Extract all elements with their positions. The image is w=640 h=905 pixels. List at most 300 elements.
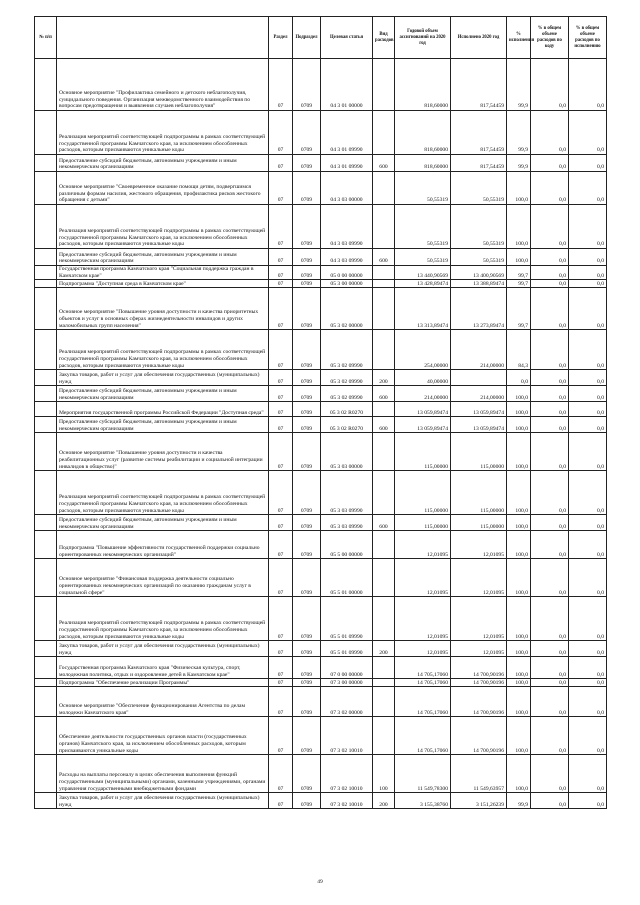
cell-percent: 100,0: [507, 597, 531, 641]
cell-percent: 100,0: [507, 559, 531, 597]
cell-section: 07: [269, 370, 293, 386]
cell-share-execution: 0,0: [569, 515, 607, 531]
budget-table: [34, 16, 607, 809]
cell-name: Основное мероприятие "Повышение уровня доступности и качества приоритетных объектов и услуг в основных сферах жизнедеятельности инвалидов и других маломобильных групп населения": [57, 288, 269, 330]
cell-share-execution: 0,0: [569, 280, 607, 288]
cell-share-execution: 0,0: [569, 330, 607, 370]
cell-target: 04 3 01 00000: [321, 59, 373, 111]
cell-subsection: 0709: [293, 386, 321, 402]
cell-percent: 100,0: [507, 679, 531, 687]
header-target: Целевая статья: [321, 17, 373, 59]
cell-target: 05 3 02 R0270: [321, 417, 373, 433]
cell-percent: 100,0: [507, 402, 531, 417]
cell-share-total: 0,0: [531, 155, 569, 172]
table-row: [35, 559, 607, 597]
cell-share-total: 0,0: [531, 330, 569, 370]
cell-share-total: 0,0: [531, 370, 569, 386]
cell-target: 04 3 03 09990: [321, 205, 373, 249]
cell-percent: 100,0: [507, 172, 531, 205]
cell-done: 14 700,90196: [451, 687, 507, 717]
cell-subsection: 0709: [293, 205, 321, 249]
cell-percent: 100,0: [507, 755, 531, 793]
cell-target: 05 5 01 09990: [321, 641, 373, 657]
header-name: [57, 17, 269, 59]
cell-plan: 254,00000: [395, 330, 451, 370]
cell-share-total: 0,0: [531, 531, 569, 559]
cell-name: Реализация мероприятий соответствующей подпрограммы в рамках соответствующей государственной программы Камчатского края, за исключением обособленных расходов, которым присваиваются уникальные коды: [57, 330, 269, 370]
cell-done: 13 400,90569: [451, 266, 507, 280]
table-row: [35, 679, 607, 687]
table-row: [35, 249, 607, 266]
cell-percent: 100,0: [507, 249, 531, 266]
cell-name: Реализация мероприятий соответствующей подпрограммы в рамках соответствующей государственной программы Камчатского края, за исключением обособленных расходов, которым присваиваются уникальные коды: [57, 471, 269, 515]
cell-name: Обеспечение деятельности государственных органов власти (государственных органов) Камчатского края, за исключением обособленных расходов, которым присваиваются уникальные коды: [57, 717, 269, 755]
cell-subsection: 0709: [293, 172, 321, 205]
cell-share-total: 0,0: [531, 657, 569, 679]
cell-share-total: 0,0: [531, 417, 569, 433]
cell-section: 07: [269, 330, 293, 370]
cell-num: [35, 531, 57, 559]
cell-section: 07: [269, 793, 293, 809]
page-number: 49: [317, 879, 323, 885]
cell-name: Закупка товаров, работ и услуг для обеспечения государственных (муниципальных) нужд: [57, 641, 269, 657]
cell-done: [451, 370, 507, 386]
cell-share-total: 0,0: [531, 717, 569, 755]
cell-share-execution: 0,0: [569, 793, 607, 809]
table-row: [35, 641, 607, 657]
cell-expense-type: 600: [373, 515, 395, 531]
cell-num: [35, 280, 57, 288]
cell-share-execution: 0,0: [569, 386, 607, 402]
cell-share-total: 0,0: [531, 172, 569, 205]
cell-name: Основное мероприятие "Повышение уровня доступности и качества реабилитационных услуг (развитие системы реабилитации и социальной интеграции инвалидов в общество)": [57, 433, 269, 471]
cell-name: Государственная программа Камчатского края "Социальная поддержка граждан в Камчатском крае": [57, 266, 269, 280]
cell-done: 14 700,90196: [451, 679, 507, 687]
cell-num: [35, 59, 57, 111]
cell-expense-type: [373, 687, 395, 717]
header-percent: % исполнения: [507, 17, 531, 59]
cell-expense-type: 600: [373, 155, 395, 172]
table-row: [35, 172, 607, 205]
cell-section: 07: [269, 386, 293, 402]
cell-expense-type: [373, 205, 395, 249]
cell-percent: 99,9: [507, 59, 531, 111]
header-expense-type: Вид расходов: [373, 17, 395, 59]
cell-share-total: 0,0: [531, 793, 569, 809]
table-row: [35, 155, 607, 172]
cell-percent: 99,9: [507, 793, 531, 809]
cell-num: [35, 717, 57, 755]
cell-plan: 50,55319: [395, 172, 451, 205]
cell-num: [35, 330, 57, 370]
cell-target: 04 3 01 09990: [321, 111, 373, 155]
table-row: [35, 205, 607, 249]
cell-target: 07 3 02 10010: [321, 717, 373, 755]
cell-section: 07: [269, 471, 293, 515]
cell-share-total: 0,0: [531, 288, 569, 330]
cell-section: 07: [269, 597, 293, 641]
cell-target: 07 3 02 10010: [321, 755, 373, 793]
cell-expense-type: [373, 679, 395, 687]
cell-share-execution: 0,0: [569, 657, 607, 679]
cell-share-total: 0,0: [531, 386, 569, 402]
cell-plan: 14 705,17060: [395, 687, 451, 717]
cell-done: 214,00000: [451, 386, 507, 402]
cell-num: [35, 641, 57, 657]
cell-name: Предоставление субсидий бюджетным, автономным учреждениям и иным некоммерческим организациям: [57, 515, 269, 531]
cell-subsection: 0709: [293, 59, 321, 111]
header-done: Исполнено 2020 год: [451, 17, 507, 59]
cell-done: 115,00000: [451, 433, 507, 471]
cell-expense-type: [373, 402, 395, 417]
cell-share-execution: 0,0: [569, 172, 607, 205]
cell-target: 07 3 02 00000: [321, 687, 373, 717]
cell-share-execution: 0,0: [569, 370, 607, 386]
cell-done: 817,54459: [451, 59, 507, 111]
table-row: [35, 793, 607, 809]
cell-percent: 100,0: [507, 641, 531, 657]
cell-num: [35, 433, 57, 471]
cell-plan: 14 705,17060: [395, 679, 451, 687]
cell-num: [35, 402, 57, 417]
cell-plan: 14 705,17060: [395, 657, 451, 679]
cell-num: [35, 679, 57, 687]
cell-section: 07: [269, 155, 293, 172]
cell-done: 12,01095: [451, 597, 507, 641]
cell-percent: 100,0: [507, 205, 531, 249]
cell-num: [35, 515, 57, 531]
cell-name: Подпрограмма "Повышение эффективности государственной поддержки социально ориентированных некоммерческих организаций": [57, 531, 269, 559]
cell-subsection: 0709: [293, 657, 321, 679]
cell-subsection: 0709: [293, 717, 321, 755]
cell-plan: 12,01095: [395, 597, 451, 641]
cell-name: Основное мероприятие "Профилактика семейного и детского неблагополучия, суицидального поведения. Организация межведомственного взаимодействия по вопросам предотвращения и выявления случаев неблагополучия": [57, 59, 269, 111]
cell-expense-type: [373, 280, 395, 288]
cell-subsection: 0709: [293, 679, 321, 687]
cell-share-total: 0,0: [531, 641, 569, 657]
header-num: № п/п: [35, 17, 57, 59]
table-row: [35, 531, 607, 559]
cell-section: 07: [269, 402, 293, 417]
cell-section: 07: [269, 288, 293, 330]
cell-target: 05 3 03 09990: [321, 515, 373, 531]
cell-subsection: 0709: [293, 531, 321, 559]
cell-share-execution: 0,0: [569, 597, 607, 641]
table-row: [35, 280, 607, 288]
cell-plan: 13 440,90569: [395, 266, 451, 280]
cell-expense-type: [373, 111, 395, 155]
cell-share-execution: 0,0: [569, 111, 607, 155]
cell-subsection: 0709: [293, 402, 321, 417]
cell-name: Предоставление субсидий бюджетным, автономным учреждениям и иным некоммерческим организациям: [57, 249, 269, 266]
cell-expense-type: [373, 559, 395, 597]
cell-num: [35, 687, 57, 717]
cell-num: [35, 793, 57, 809]
cell-percent: 0,0: [507, 370, 531, 386]
table-row: [35, 370, 607, 386]
cell-percent: 100,0: [507, 417, 531, 433]
cell-section: 07: [269, 679, 293, 687]
cell-name: Реализация мероприятий соответствующей подпрограммы в рамках соответствующей государственной программы Камчатского края, за исключением обособленных расходов, которым присваиваются уникальные коды: [57, 111, 269, 155]
cell-plan: 13 059,89474: [395, 402, 451, 417]
cell-done: 13 059,89474: [451, 402, 507, 417]
cell-num: [35, 111, 57, 155]
cell-plan: 818,60000: [395, 59, 451, 111]
cell-done: 115,00000: [451, 471, 507, 515]
header-subsection: Подраздел: [293, 17, 321, 59]
cell-name: Предоставление субсидий бюджетным, автономным учреждениям и иным некоммерческим организациям: [57, 386, 269, 402]
cell-expense-type: 600: [373, 249, 395, 266]
cell-name: Реализация мероприятий соответствующей подпрограммы в рамках соответствующей государственной программы Камчатского края, за исключением обособленных расходов, которым присваиваются уникальные коды: [57, 205, 269, 249]
cell-share-total: 0,0: [531, 679, 569, 687]
cell-num: [35, 386, 57, 402]
cell-section: 07: [269, 559, 293, 597]
table-row: [35, 288, 607, 330]
header-section: Раздел: [269, 17, 293, 59]
cell-target: 04 3 03 09990: [321, 249, 373, 266]
cell-share-execution: 0,0: [569, 755, 607, 793]
cell-done: 214,00000: [451, 330, 507, 370]
cell-subsection: 0709: [293, 249, 321, 266]
cell-plan: 12,01095: [395, 531, 451, 559]
cell-subsection: 0709: [293, 687, 321, 717]
cell-plan: 12,01095: [395, 641, 451, 657]
table-row: [35, 597, 607, 641]
cell-section: 07: [269, 717, 293, 755]
cell-share-total: 0,0: [531, 280, 569, 288]
cell-target: 05 3 02 00000: [321, 288, 373, 330]
cell-expense-type: 200: [373, 641, 395, 657]
header-share-execution: % в общем объеме расходов по исполнению: [569, 17, 607, 59]
cell-share-execution: 0,0: [569, 559, 607, 597]
cell-section: 07: [269, 249, 293, 266]
cell-share-total: 0,0: [531, 471, 569, 515]
cell-share-total: 0,0: [531, 205, 569, 249]
cell-done: 13 059,89474: [451, 417, 507, 433]
cell-share-total: 0,0: [531, 266, 569, 280]
cell-share-execution: 0,0: [569, 417, 607, 433]
cell-target: 05 3 02 09990: [321, 330, 373, 370]
cell-section: 07: [269, 641, 293, 657]
cell-target: 05 3 02 09990: [321, 386, 373, 402]
cell-plan: 13 059,89474: [395, 417, 451, 433]
cell-section: 07: [269, 531, 293, 559]
cell-share-execution: 0,0: [569, 687, 607, 717]
cell-plan: 214,00000: [395, 386, 451, 402]
cell-subsection: 0709: [293, 793, 321, 809]
cell-share-total: 0,0: [531, 597, 569, 641]
cell-expense-type: [373, 531, 395, 559]
cell-expense-type: 600: [373, 417, 395, 433]
cell-target: 04 3 03 00000: [321, 172, 373, 205]
cell-done: 817,54459: [451, 155, 507, 172]
cell-target: 05 0 00 00000: [321, 266, 373, 280]
cell-section: 07: [269, 433, 293, 471]
cell-name: Основное мероприятие "Своевременное оказание помощи детям, подвергшимся различным формам насилия, жестокого обращения, профилактика рисков жестокого обращения с детьми": [57, 172, 269, 205]
cell-share-execution: 0,0: [569, 641, 607, 657]
table-row: [35, 417, 607, 433]
cell-section: 07: [269, 417, 293, 433]
cell-expense-type: 100: [373, 755, 395, 793]
cell-plan: 40,00000: [395, 370, 451, 386]
cell-percent: 100,0: [507, 433, 531, 471]
cell-expense-type: [373, 717, 395, 755]
cell-percent: 99,7: [507, 266, 531, 280]
cell-plan: 12,01095: [395, 559, 451, 597]
cell-done: 817,54459: [451, 111, 507, 155]
cell-expense-type: [373, 59, 395, 111]
cell-percent: 100,0: [507, 657, 531, 679]
cell-share-execution: 0,0: [569, 679, 607, 687]
cell-name: Подпрограмма "Обеспечение реализации Программы": [57, 679, 269, 687]
cell-num: [35, 417, 57, 433]
cell-percent: 99,9: [507, 155, 531, 172]
cell-done: 13 388,89474: [451, 280, 507, 288]
cell-section: 07: [269, 172, 293, 205]
cell-name: Государственная программа Камчатского края "Физическая культура, спорт, молодежная политика, отдых и оздоровление детей в Камчатском крае": [57, 657, 269, 679]
cell-done: 12,01095: [451, 559, 507, 597]
cell-num: [35, 657, 57, 679]
cell-done: 13 273,89474: [451, 288, 507, 330]
cell-done: 14 700,90196: [451, 657, 507, 679]
cell-name: Реализация мероприятий соответствующей подпрограммы в рамках соответствующей государственной программы Камчатского края, за исключением обособленных расходов, которым присваиваются уникальные коды: [57, 597, 269, 641]
cell-percent: 99,7: [507, 288, 531, 330]
cell-num: [35, 266, 57, 280]
cell-name: Закупка товаров, работ и услуг для обеспечения государственных (муниципальных) нужд: [57, 370, 269, 386]
cell-percent: 84,3: [507, 330, 531, 370]
cell-section: 07: [269, 687, 293, 717]
cell-share-execution: 0,0: [569, 433, 607, 471]
table-row: [35, 59, 607, 111]
cell-target: 05 5 00 00000: [321, 531, 373, 559]
cell-plan: 13 313,89474: [395, 288, 451, 330]
table-row: [35, 515, 607, 531]
cell-subsection: 0709: [293, 288, 321, 330]
cell-done: 12,01095: [451, 531, 507, 559]
cell-done: 11 549,63957: [451, 755, 507, 793]
cell-percent: 100,0: [507, 717, 531, 755]
cell-num: [35, 597, 57, 641]
cell-num: [35, 370, 57, 386]
cell-plan: 115,00000: [395, 471, 451, 515]
budget-document: [34, 16, 606, 809]
cell-share-execution: 0,0: [569, 249, 607, 266]
cell-done: 3 151,26239: [451, 793, 507, 809]
cell-name: Основное мероприятие "Финансовая поддержка деятельности социально ориентированных некоммерческих организаций по оказанию гражданам услуг в социальной сфере": [57, 559, 269, 597]
cell-subsection: 0709: [293, 559, 321, 597]
cell-done: 50,55319: [451, 172, 507, 205]
cell-percent: 100,0: [507, 471, 531, 515]
header-share-total: % в общем объеме расходов по коду: [531, 17, 569, 59]
cell-target: 05 5 01 09990: [321, 597, 373, 641]
cell-share-total: 0,0: [531, 433, 569, 471]
cell-expense-type: [373, 266, 395, 280]
cell-name: Расходы на выплаты персоналу в целях обеспечения выполнения функций государственными (муниципальными) органами, казенными учреждениями, органами управления государственными внебюджетными фондами: [57, 755, 269, 793]
cell-plan: 818,60000: [395, 111, 451, 155]
cell-share-total: 0,0: [531, 755, 569, 793]
cell-percent: 99,9: [507, 111, 531, 155]
cell-done: 50,55319: [451, 249, 507, 266]
header-plan: Годовой объем ассигнований на 2020 год: [395, 17, 451, 59]
cell-section: 07: [269, 111, 293, 155]
cell-percent: 99,7: [507, 280, 531, 288]
cell-expense-type: 200: [373, 793, 395, 809]
cell-subsection: 0709: [293, 641, 321, 657]
cell-name: Предоставление субсидий бюджетным, автономным учреждениям и иным некоммерческим организациям: [57, 417, 269, 433]
cell-name: Основное мероприятие "Обеспечение функционирования Агентства по делам молодежи Камчатского края": [57, 687, 269, 717]
cell-plan: 14 705,17060: [395, 717, 451, 755]
cell-num: [35, 155, 57, 172]
table-row: [35, 111, 607, 155]
cell-target: 04 3 01 09990: [321, 155, 373, 172]
cell-expense-type: [373, 330, 395, 370]
cell-share-execution: 0,0: [569, 59, 607, 111]
cell-share-execution: 0,0: [569, 531, 607, 559]
cell-section: 07: [269, 657, 293, 679]
cell-target: 07 0 00 00000: [321, 657, 373, 679]
table-row: [35, 433, 607, 471]
cell-target: 05 3 03 00000: [321, 433, 373, 471]
cell-section: 07: [269, 755, 293, 793]
cell-plan: 13 428,89474: [395, 280, 451, 288]
cell-num: [35, 205, 57, 249]
cell-percent: 100,0: [507, 515, 531, 531]
cell-num: [35, 288, 57, 330]
cell-expense-type: [373, 433, 395, 471]
cell-section: 07: [269, 59, 293, 111]
cell-subsection: 0709: [293, 155, 321, 172]
cell-subsection: 0709: [293, 755, 321, 793]
cell-percent: 100,0: [507, 687, 531, 717]
cell-plan: 115,00000: [395, 515, 451, 531]
cell-subsection: 0709: [293, 471, 321, 515]
table-row: [35, 717, 607, 755]
table-row: [35, 755, 607, 793]
cell-share-total: 0,0: [531, 111, 569, 155]
cell-share-execution: 0,0: [569, 288, 607, 330]
cell-share-total: 0,0: [531, 402, 569, 417]
cell-plan: 3 155,38760: [395, 793, 451, 809]
cell-subsection: 0709: [293, 597, 321, 641]
table-row: [35, 687, 607, 717]
cell-section: 07: [269, 266, 293, 280]
cell-name: Закупка товаров, работ и услуг для обеспечения государственных (муниципальных) нужд: [57, 793, 269, 809]
cell-name: Подпрограмма "Доступная среда в Камчатском крае": [57, 280, 269, 288]
table-row: [35, 330, 607, 370]
cell-expense-type: [373, 657, 395, 679]
cell-section: 07: [269, 280, 293, 288]
cell-name: Предоставление субсидий бюджетным, автономным учреждениям и иным некоммерческим организациям: [57, 155, 269, 172]
cell-share-total: 0,0: [531, 249, 569, 266]
cell-expense-type: [373, 471, 395, 515]
cell-share-execution: 0,0: [569, 402, 607, 417]
cell-num: [35, 249, 57, 266]
cell-share-execution: 0,0: [569, 266, 607, 280]
cell-share-execution: 0,0: [569, 471, 607, 515]
cell-done: 115,00000: [451, 515, 507, 531]
cell-num: [35, 755, 57, 793]
cell-percent: 100,0: [507, 531, 531, 559]
cell-expense-type: [373, 288, 395, 330]
table-header-row: [35, 17, 607, 59]
cell-subsection: 0709: [293, 370, 321, 386]
table-row: [35, 266, 607, 280]
cell-subsection: 0709: [293, 433, 321, 471]
cell-expense-type: [373, 172, 395, 205]
cell-target: 05 3 02 09990: [321, 370, 373, 386]
cell-section: 07: [269, 515, 293, 531]
cell-expense-type: 600: [373, 386, 395, 402]
